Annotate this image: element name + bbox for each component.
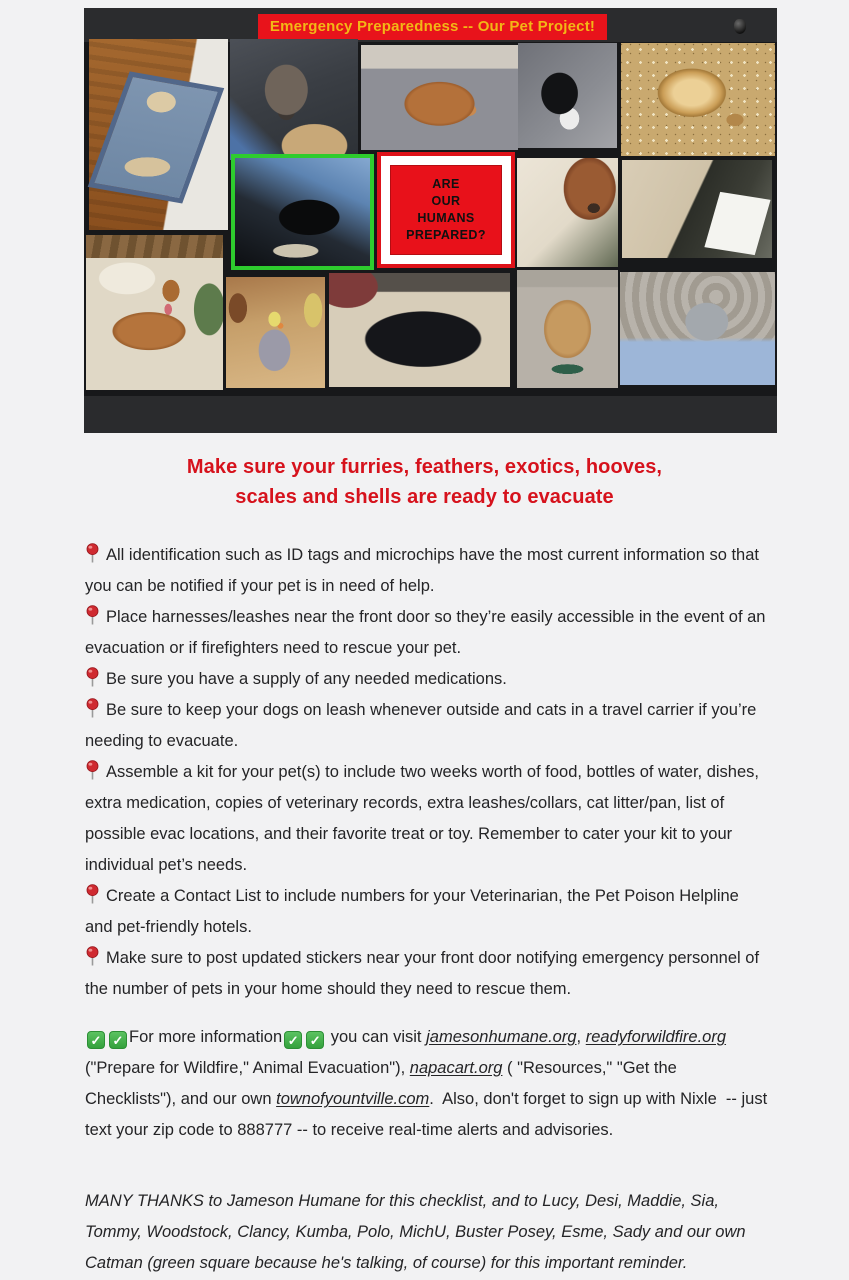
info-text: ("Prepare for Wildfire," Animal Evacuation"), [85, 1028, 731, 1077]
photo-dog-in-blanket [517, 158, 618, 267]
link-townofyountville-com[interactable]: townofyountville.com [276, 1090, 430, 1108]
photo-greyhound-on-couch [86, 235, 223, 390]
photo-mastiff-dog [230, 39, 358, 160]
checkmark-icon: ✓ [284, 1031, 302, 1049]
checklist-item [85, 540, 768, 602]
page-title [0, 452, 849, 512]
checklist-text: Be sure you have a supply of any needed medications. [106, 670, 507, 688]
info-text: For more information [129, 1028, 283, 1046]
body-content [85, 540, 772, 1279]
photo-cockatiel-bird [226, 277, 325, 388]
pushpin-icon [85, 667, 100, 688]
sign-text: ARE OUR HUMANS PREPARED? [390, 165, 502, 255]
photo-black-dog-on-couch [329, 273, 510, 387]
pushpin-icon [85, 543, 100, 564]
checklist-item [85, 602, 771, 664]
pushpin-icon [85, 605, 100, 626]
photo-orange-tabby-cat [361, 45, 518, 150]
thanks-paragraph: MANY THANKS to Jameson Humane for this checklist, and to Lucy, Desi, Maddie, Sia, Tommy, Woodstock, Clancy, Kumba, Polo, MichU, Buster Posey, Esme, Sady and our own Catman (green square because he's talking, of course) for this important reminder. [85, 1192, 751, 1272]
photo-black-white-cat [518, 43, 617, 148]
checklist-item [85, 695, 768, 757]
checklist-item [85, 881, 768, 943]
checklist-text: Be sure to keep your dogs on leash whenever outside and cats in a travel carrier if you’re needing to evacuate. [85, 701, 761, 750]
photo-two-cats-on-rug [89, 39, 228, 230]
checklist-text: Create a Contact List to include numbers for your Veterinarian, the Pet Poison Helpline and pet-friendly hotels. [85, 887, 744, 936]
link-napacart-org[interactable]: napacart.org [409, 1059, 503, 1077]
checklist-text: All identification such as ID tags and microchips have the most current information so that you can be notified if your pet is in need of help. [85, 546, 764, 595]
photo-collage [84, 8, 777, 433]
checklist-text: Make sure to post updated stickers near your front door notifying emergency personnel of the number of pets in your home should they need to rescue them. [85, 949, 764, 998]
photo-shaggy-dog-at-desk [622, 160, 772, 258]
page-title-line2: scales and shells are ready to evacuate [235, 486, 614, 508]
info-text: ( "Resources," "Get the Checklists"), and our own [85, 1059, 682, 1108]
pushpin-knob-icon [734, 19, 746, 34]
info-text: , [576, 1028, 586, 1046]
photo-black-cat-green-frame [231, 154, 374, 270]
checklist-text: Place harnesses/leashes near the front door so they’re easily accessible in the event of an evacuation or if firefighters need to rescue your pet. [85, 608, 771, 657]
page-title-line1: Make sure your furries, feathers, exotics, hooves, [186, 456, 663, 478]
checkmark-icon: ✓ [109, 1031, 127, 1049]
banner-title: Emergency Preparedness -- Our Pet Project! [258, 14, 607, 40]
pushpin-icon [85, 698, 100, 719]
info-text: . Also, don't forget to sign up with Nixle -- just text your zip code to 888777 -- to receive real-time alerts and advisories. [85, 1090, 772, 1139]
link-jamesonhumane-org[interactable]: jamesonhumane.org [426, 1028, 577, 1046]
link-readyforwildfire-org[interactable]: readyforwildfire.org [585, 1028, 727, 1046]
pushpin-icon [85, 946, 100, 967]
photo-chihuahua [517, 270, 618, 388]
humans-prepared-sign [377, 152, 515, 268]
checklist [85, 540, 771, 1005]
checkmark-icon: ✓ [306, 1031, 324, 1049]
checklist-item [85, 943, 768, 1005]
info-paragraph [85, 1022, 772, 1146]
pushpin-icon [85, 884, 100, 905]
photo-tortoise [621, 43, 775, 156]
checklist-item [85, 664, 768, 695]
checklist-text: Assemble a kit for your pet(s) to include two weeks worth of food, bottles of water, dishes, extra medication, copies of veterinary records, extra leashes/collars, cat litter/pan, list of possible evac locations, and their favorite treat or toy. Remember to cater your kit to your individual pet’s needs. [85, 763, 764, 874]
pushpin-icon [85, 760, 100, 781]
info-text: you can visit [326, 1028, 427, 1046]
photo-grey-tabby-cat [620, 272, 775, 385]
checkmark-icon: ✓ [87, 1031, 105, 1049]
checklist-item [85, 757, 768, 881]
